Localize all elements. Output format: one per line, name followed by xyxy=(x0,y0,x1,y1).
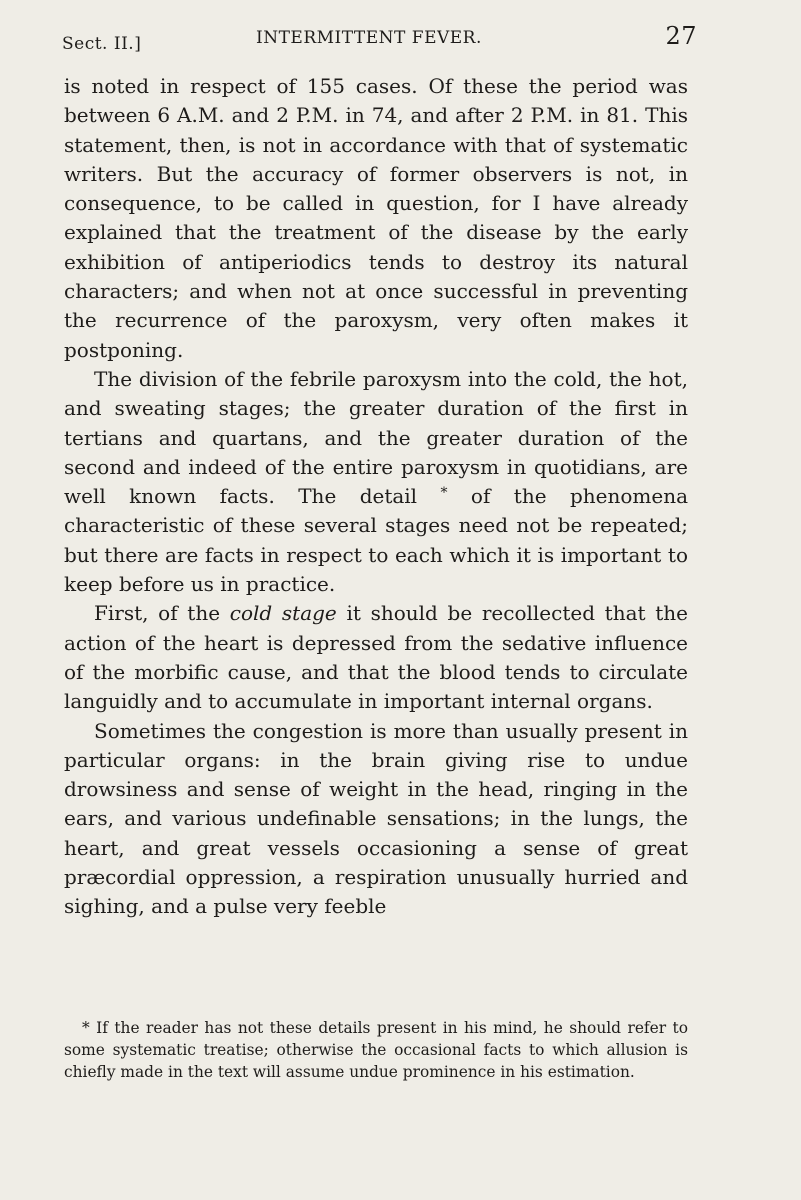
footnote-reference: * xyxy=(440,485,448,502)
paragraph-stages xyxy=(64,365,688,599)
paragraph-congestion xyxy=(64,717,688,922)
page-number: 27 xyxy=(665,22,697,50)
body-text xyxy=(64,72,688,922)
running-title: INTERMITTENT FEVER. xyxy=(256,28,482,48)
footnote xyxy=(64,1017,688,1083)
footnote-mark: * xyxy=(82,1019,90,1037)
running-header xyxy=(62,22,697,58)
paragraph-text: Sometimes the congestion is more than usually present in particular organs: in the brain giving rise to undue drowsiness and sense of weight in the head, ringing in the ears, and various undefinable sensations; in the lungs, the heart, and great vessels occasioning a sense of great præcordial oppression, a respiration unusually hurried and sighing, and a pulse very feeble xyxy=(64,718,688,919)
paragraph-text: First, of the xyxy=(94,601,230,626)
paragraph-text: The division of the febrile paroxysm into the cold, the hot, and sweating stages; the greater duration of the first in tertians and quartans, and the greater duration of the second and indeed of the entire paroxysm in quotidians, are well known facts. The detail xyxy=(64,366,688,509)
italic-term: cold stage xyxy=(229,601,337,626)
paragraph-cold-stage xyxy=(64,599,688,716)
paragraph-text: is noted in respect of 155 cases. Of these the period was between 6 A.M. and 2 P.M. in 74, and after 2 P.M. in 81. This statement, then, is not in accordance with that of systematic writers. But the accuracy of former observers is not, in consequence, to be called in question, for I have already explained that the treatment of the disease by the early exhibition of antiperiodics tends to destroy its natural characters; and when not at once successful in preventing the recurrence of the paroxysm, very often makes it postponing. xyxy=(64,74,688,362)
paragraph-text: it should be recollected that the action of the heart is depressed from the sedative influence of the morbific cause, and that the blood tends to circulate languidly and to accumulate in important internal organs. xyxy=(64,601,689,714)
section-label: Sect. II.] xyxy=(62,34,142,54)
paragraph-text: of the phenomena characteristic of these several stages need not be repeated; but there are facts in respect to each which it is important to keep before us in practice. xyxy=(64,484,689,597)
paragraph-continued xyxy=(64,72,688,365)
footnote-text: If the reader has not these details present in his mind, he should refer to some systematic treatise; otherwise the occasional facts to which allusion is chiefly made in the text will assume undue prominence in his estimation. xyxy=(64,1019,688,1081)
